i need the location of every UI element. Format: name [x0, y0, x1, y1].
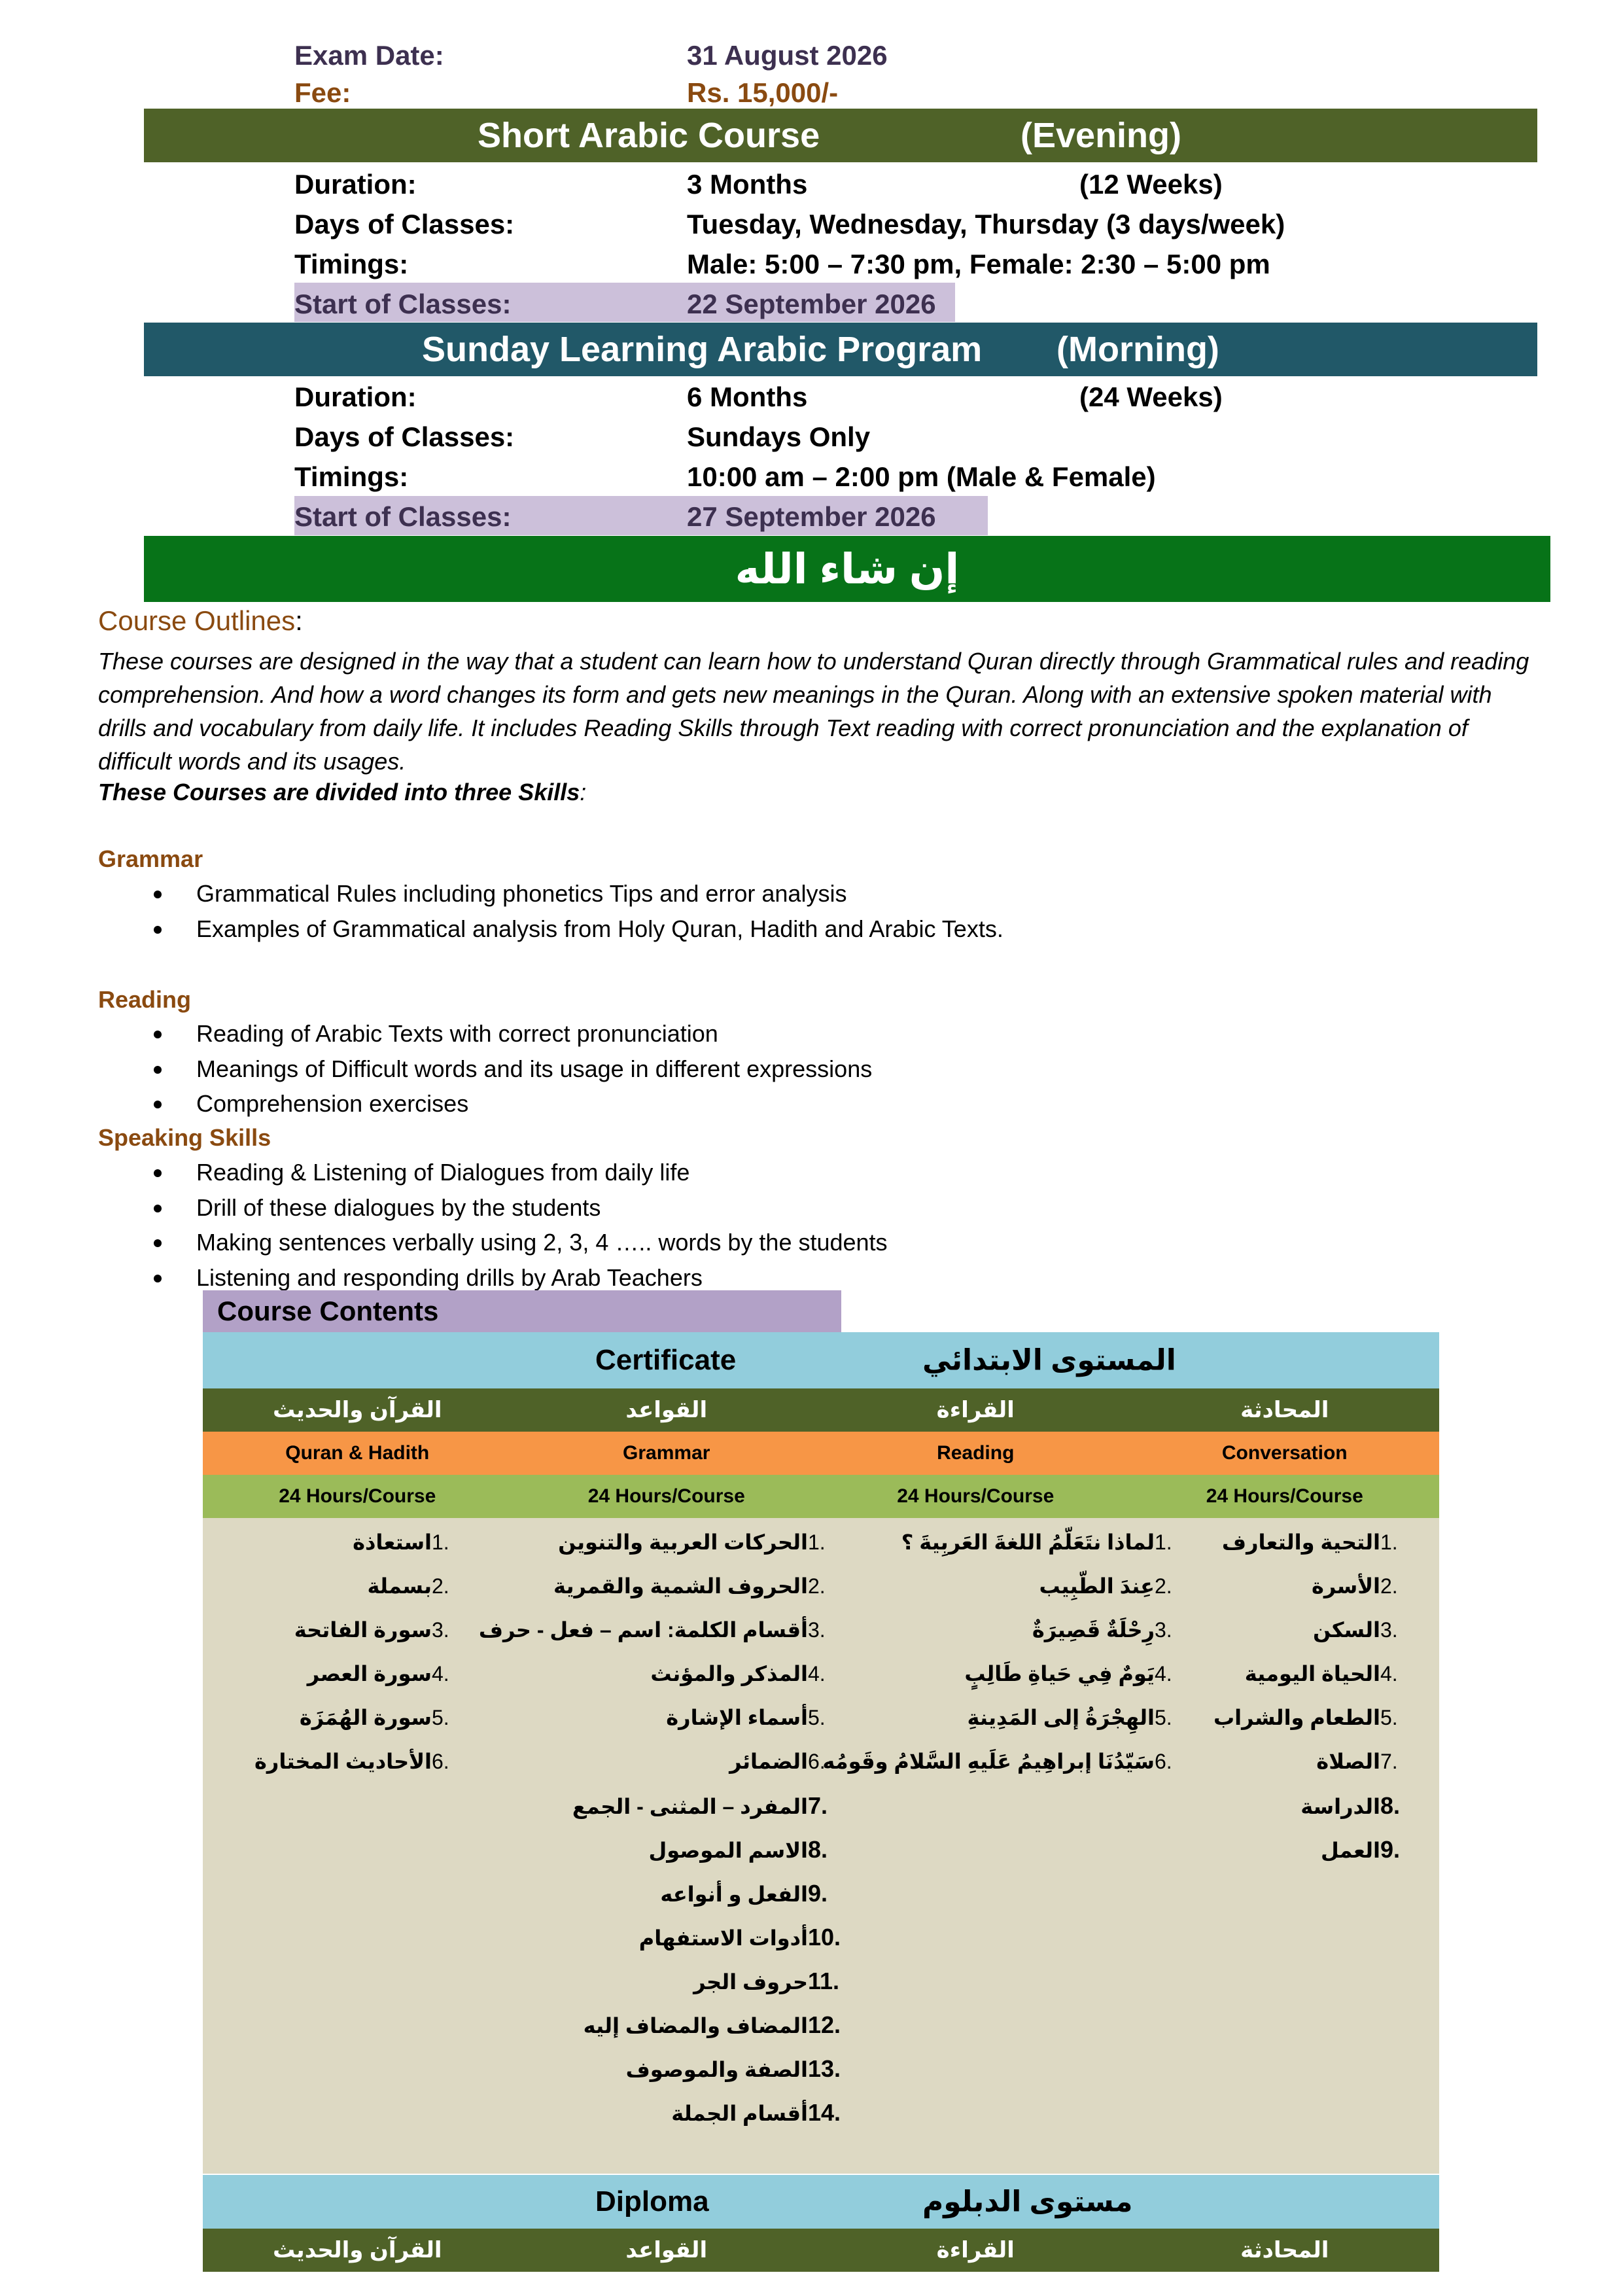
item-number: 5. — [432, 1706, 449, 1729]
course-contents-label-box — [203, 1290, 841, 1332]
column-header-grammar-ar: القواعد — [625, 1398, 708, 1422]
bullet-icon — [154, 1101, 162, 1108]
diploma-level-band — [203, 2175, 1439, 2229]
reading-heading: Reading — [98, 986, 192, 1013]
item-text: استعاذة — [353, 1530, 432, 1554]
column-header-quran-hadith-ar: القرآن والحديث — [272, 1398, 442, 1422]
item-text: الأسرة — [1311, 1574, 1380, 1598]
item-text: الهِجْرَةُ إلى المَدِينةِ — [967, 1706, 1155, 1729]
course-contents-label: Course Contents — [217, 1296, 439, 1326]
reading-list — [154, 1016, 872, 1122]
certificate-title-en: Certificate — [595, 1344, 737, 1376]
skills-division-text: These Courses are divided into three Skills — [98, 779, 580, 805]
item-text: الفعل و أنواعه — [660, 1882, 808, 1906]
item-number: 11. — [808, 1968, 840, 1994]
item-number: 12. — [808, 2011, 841, 2038]
item-number: 8. — [808, 1836, 828, 1863]
column-header-conversation-ar: المحادثة — [1240, 1398, 1329, 1422]
item-number: 5. — [1380, 1706, 1398, 1729]
item-number: 2. — [808, 1574, 826, 1598]
item-text: سورة الهُمَزَة — [299, 1706, 432, 1729]
item-text: العمل — [1320, 1839, 1380, 1862]
item-text: يَومٌ فِي حَياةِ طَالِبٍ — [964, 1662, 1155, 1686]
item-number: 6. — [808, 1750, 826, 1773]
column-header-quran-hadith-ar: القرآن والحديث — [272, 2238, 442, 2263]
item-number: 5. — [808, 1706, 826, 1729]
item-number: 6. — [1155, 1750, 1172, 1773]
days-label: Days of Classes: — [294, 421, 515, 452]
item-text: سَيّدُنَا إبراهِيمُ عَلَيهِ السَّلامُ وقَومُه — [822, 1750, 1155, 1773]
duration-label: Duration: — [294, 381, 417, 412]
list-item — [154, 911, 1003, 947]
item-number: 3. — [808, 1618, 826, 1642]
item-number: 13. — [808, 2055, 841, 2082]
item-text: السكن — [1313, 1618, 1380, 1642]
list-item-text: Reading of Arabic Texts with correct pronunciation — [196, 1020, 718, 1047]
item-number: 5. — [1155, 1706, 1172, 1729]
exam-date-value: 31 August 2026 — [687, 40, 888, 71]
item-text: المذكر والمؤنث — [650, 1662, 808, 1686]
speaking-skills-heading: Speaking Skills — [98, 1124, 271, 1151]
certificate-items-area — [203, 1518, 1439, 2174]
short-course-session: (Evening) — [1021, 116, 1182, 155]
list-item-text: Meanings of Difficult words and its usage in different expressions — [196, 1055, 873, 1082]
list-item — [154, 876, 1003, 911]
list-item — [1300, 1784, 1429, 1828]
bullet-icon — [154, 1205, 162, 1212]
item-text: الدراسة — [1300, 1795, 1380, 1818]
skills-division-note — [98, 779, 586, 806]
hours-conversation: 24 Hours/Course — [1206, 1485, 1363, 1507]
item-number: 2. — [1380, 1574, 1398, 1598]
item-text: رِحْلَةٌ قَصِيرَةٌ — [1032, 1618, 1155, 1642]
duration-value: 6 Months — [687, 381, 808, 412]
timings-label: Timings: — [294, 249, 409, 279]
item-number: 1. — [432, 1530, 449, 1554]
exam-date-label: Exam Date: — [294, 40, 444, 71]
course-contents-table — [203, 1332, 1439, 2263]
list-item — [1222, 1521, 1429, 1564]
bullet-icon — [154, 926, 162, 934]
item-text: الاسم الموصول — [648, 1839, 808, 1862]
item-number: 7. — [808, 1792, 828, 1819]
item-text: الصلاة — [1316, 1750, 1380, 1773]
list-item — [1316, 1740, 1429, 1784]
list-item — [1312, 1564, 1429, 1608]
certificate-title-ar: المستوى الابتدائي — [922, 1344, 1176, 1377]
column-header-reading-en: Reading — [937, 1442, 1015, 1464]
item-text: التحية والتعارف — [1221, 1530, 1380, 1554]
column-header-grammar-ar: القواعد — [625, 2238, 708, 2263]
inshallah-banner — [144, 536, 1550, 602]
column-header-grammar-en: Grammar — [623, 1442, 710, 1464]
fee-value: Rs. 15,000/- — [687, 77, 839, 108]
item-text: أدوات الاستفهام — [638, 1926, 808, 1950]
item-number: 10. — [808, 1924, 841, 1951]
duration-label: Duration: — [294, 169, 417, 200]
short-course-banner — [144, 109, 1537, 162]
list-item — [154, 1155, 888, 1190]
item-number: 2. — [432, 1574, 449, 1598]
certificate-level-band — [203, 1332, 1439, 1388]
timings-label: Timings: — [294, 461, 409, 492]
list-item — [1213, 1696, 1429, 1740]
column-header-quran-hadith-en: Quran & Hadith — [285, 1442, 430, 1464]
list-item — [1321, 1828, 1429, 1871]
bullet-icon — [154, 1239, 162, 1247]
column-header-reading-ar: القراءة — [936, 1398, 1015, 1422]
item-number: 14. — [808, 2099, 841, 2126]
item-text: عِندَ الطّبِيب — [1039, 1574, 1155, 1598]
list-item — [154, 1260, 888, 1296]
course-outlines-title: Course Outlines — [98, 605, 296, 636]
list-item — [154, 1016, 872, 1051]
item-text: الطعام والشراب — [1213, 1706, 1380, 1729]
item-text: أقسام الكلمة: اسم – فعل - حرف — [478, 1618, 808, 1642]
list-item-text: Reading & Listening of Dialogues from daily life — [196, 1159, 690, 1186]
item-text: الأحاديث المختارة — [254, 1750, 432, 1773]
list-item-text: Grammatical Rules including phonetics Tips and error analysis — [196, 880, 847, 907]
item-text: المفرد – المثنى - الجمع — [572, 1795, 808, 1818]
item-number: 1. — [1380, 1530, 1398, 1554]
item-text: الضمائر — [729, 1750, 808, 1773]
diploma-title-en: Diploma — [595, 2185, 709, 2217]
item-number: 4. — [1380, 1662, 1398, 1686]
item-number: 3. — [1155, 1618, 1172, 1642]
item-text: الحروف الشمية والقمرية — [553, 1574, 808, 1598]
item-number: 1. — [1155, 1530, 1172, 1554]
certificate-hours-row — [203, 1475, 1439, 1518]
short-course-title: Short Arabic Course — [478, 116, 820, 155]
list-item-text: Making sentences verbally using 2, 3, 4 ….. words by the students — [196, 1229, 888, 1256]
item-number: 3. — [1380, 1618, 1398, 1642]
item-number: 6. — [432, 1750, 449, 1773]
column-header-reading-ar: القراءة — [936, 2238, 1015, 2263]
course-outlines-colon: : — [295, 605, 303, 636]
bullet-icon — [154, 1275, 162, 1282]
list-item — [1313, 1608, 1429, 1652]
item-number: 4. — [1155, 1662, 1172, 1686]
item-number: 7. — [1380, 1750, 1398, 1773]
speaking-skills-list — [154, 1155, 888, 1295]
start-label: Start of Classes: — [294, 501, 512, 532]
course-outlines-heading — [98, 605, 303, 637]
grammar-list — [154, 876, 1003, 946]
list-item — [154, 1225, 888, 1260]
hours-quran-hadith: 24 Hours/Course — [279, 1485, 436, 1507]
days-label: Days of Classes: — [294, 209, 515, 239]
timings-value: Male: 5:00 – 7:30 pm, Female: 2:30 – 5:00 pm — [687, 249, 1270, 279]
list-item — [154, 1190, 888, 1226]
bullet-icon — [154, 891, 162, 898]
hours-reading: 24 Hours/Course — [897, 1485, 1055, 1507]
days-value: Sundays Only — [687, 421, 871, 452]
sunday-program-session: (Morning) — [1056, 330, 1219, 369]
list-item-text: Comprehension exercises — [196, 1090, 469, 1117]
item-number: 4. — [808, 1662, 826, 1686]
item-text: أقسام الجملة — [671, 2102, 808, 2125]
start-value: 22 September 2026 — [687, 289, 936, 319]
days-value: Tuesday, Wednesday, Thursday (3 days/week) — [687, 209, 1285, 239]
item-number: 8. — [1380, 1792, 1401, 1819]
item-number: 4. — [432, 1662, 449, 1686]
item-text: المضاف والمضاف إليه — [583, 2014, 808, 2038]
list-item-text: Listening and responding drills by Arab Teachers — [196, 1263, 703, 1291]
timings-value: 10:00 am – 2:00 pm (Male & Female) — [687, 461, 1156, 492]
fee-label: Fee: — [294, 77, 351, 108]
list-item — [154, 1086, 872, 1122]
bullet-icon — [154, 1066, 162, 1074]
column-header-conversation-ar: المحادثة — [1240, 2238, 1329, 2263]
item-text: الحركات العربية والتنوين — [558, 1530, 808, 1554]
item-text: حروف الجر — [693, 1970, 808, 1994]
item-text: سورة العصر — [307, 1662, 432, 1686]
list-item — [154, 1051, 872, 1087]
sunday-program-banner — [144, 323, 1537, 376]
item-text: الصفة والموصوف — [625, 2058, 808, 2081]
item-number: 9. — [808, 1880, 828, 1907]
sunday-program-title: Sunday Learning Arabic Program — [422, 330, 983, 369]
list-item-text: Drill of these dialogues by the students — [196, 1193, 601, 1221]
list-item — [1245, 1652, 1429, 1696]
item-text: الحياة اليومية — [1244, 1662, 1380, 1686]
item-text: بسملة — [367, 1574, 432, 1598]
diploma-arabic-header-row — [203, 2229, 1439, 2272]
item-number: 9. — [1380, 1836, 1401, 1863]
duration-weeks: (12 Weeks) — [1079, 169, 1223, 200]
grammar-heading: Grammar — [98, 845, 203, 872]
item-text: لماذا نتَعَلّمُ اللغةَ العَربِيةَ ؟ — [901, 1530, 1155, 1554]
item-text: سورة الفاتحة — [294, 1618, 432, 1642]
duration-value: 3 Months — [687, 169, 808, 200]
item-number: 1. — [808, 1530, 826, 1554]
hours-grammar: 24 Hours/Course — [587, 1485, 745, 1507]
bullet-icon — [154, 1169, 162, 1177]
item-number: 3. — [432, 1618, 449, 1642]
certificate-english-header-row — [203, 1432, 1439, 1475]
course-outlines-paragraph: These courses are designed in the way that a student can learn how to understand Quran directly through Grammatical rules and reading comprehension. And how a word changes its form and gets new meanings in the Quran. Along with an extensive spoken material with drills and vocabulary from daily life. It includes Reading Skills through Text reading with correct pronunciation and the explanation of difficult words and its usages. — [98, 648, 1529, 775]
list-item-text: Examples of Grammatical analysis from Holy Quran, Hadith and Arabic Texts. — [196, 915, 1003, 942]
duration-weeks: (24 Weeks) — [1079, 381, 1223, 412]
diploma-title-ar: مستوى الدبلوم — [922, 2185, 1133, 2218]
certificate-arabic-header-row — [203, 1388, 1439, 1432]
skills-division-colon: : — [580, 779, 587, 805]
item-number: 2. — [1155, 1574, 1172, 1598]
start-value: 27 September 2026 — [687, 501, 936, 532]
start-label: Start of Classes: — [294, 289, 512, 319]
bullet-icon — [154, 1031, 162, 1038]
conversation-items — [203, 1518, 1429, 2174]
item-text: أسماء الإشارة — [666, 1706, 808, 1729]
inshallah-text: إن شاء الله — [735, 545, 960, 592]
column-header-conversation-en: Conversation — [1221, 1442, 1348, 1464]
